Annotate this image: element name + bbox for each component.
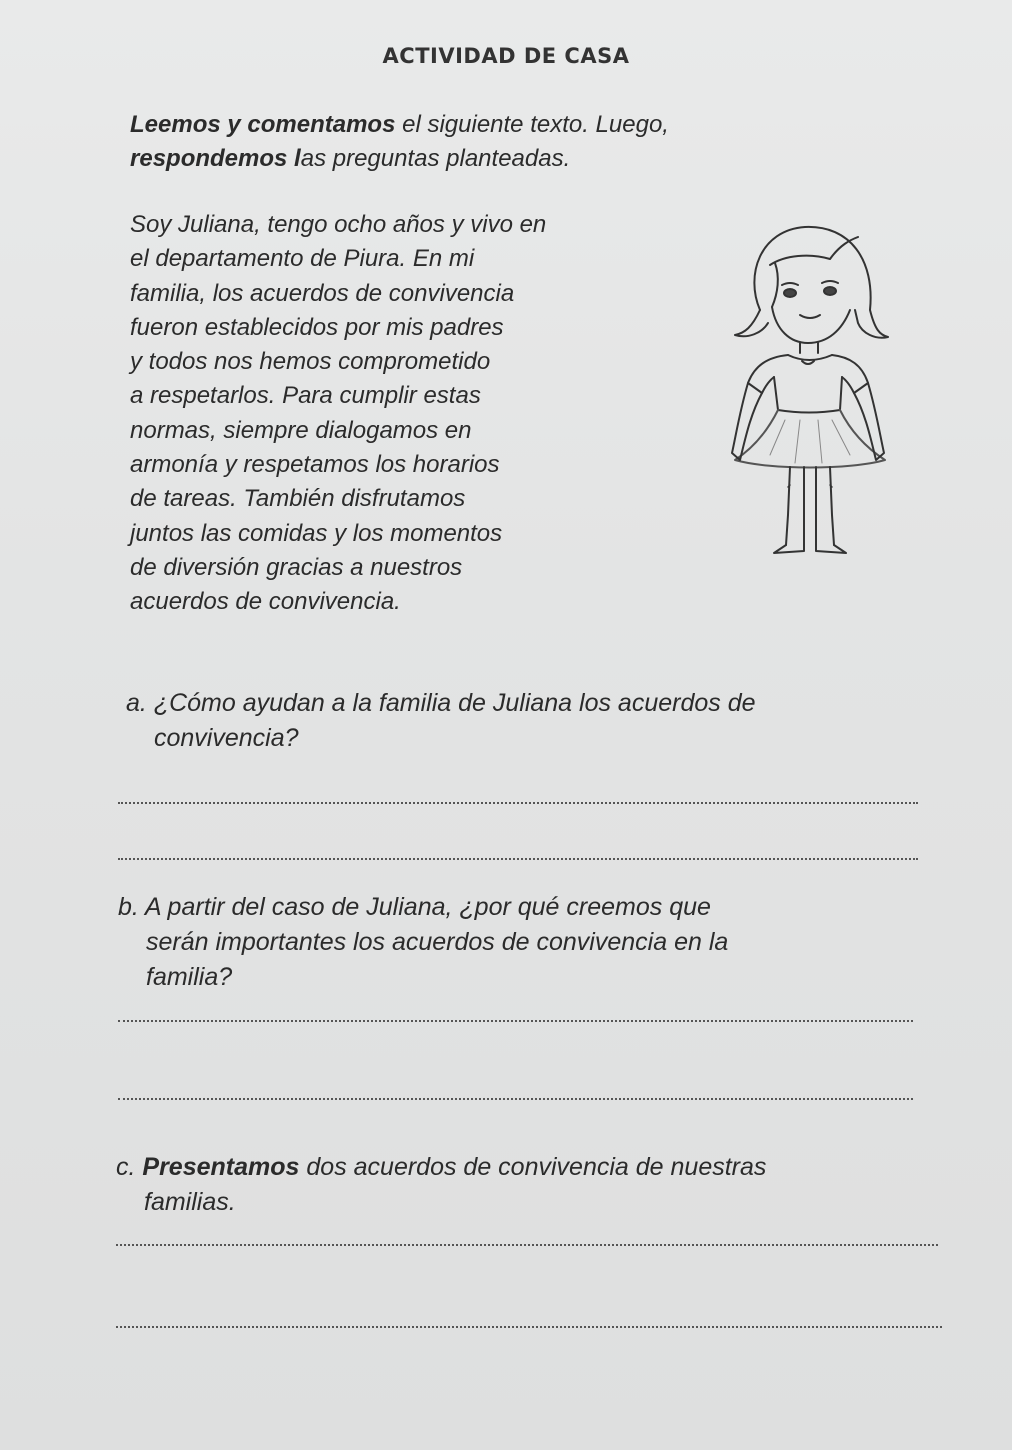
answer-line-a2[interactable] (118, 858, 918, 860)
instructions-bold-2: respondemos l (130, 145, 301, 172)
girl-drawing (690, 215, 925, 565)
answer-line-b1[interactable] (118, 1020, 913, 1022)
question-b-line: b. A partir del caso de Juliana, ¿por qué creemos que (118, 893, 711, 921)
story-line: a respetarlos. Para cumplir estas (130, 382, 481, 410)
question-c-line: familias. (144, 1188, 236, 1216)
question-c-rest: dos acuerdos de convivencia de nuestras (299, 1153, 767, 1181)
story-line: de tareas. También disfrutamos (130, 485, 466, 513)
question-c-prefix: c. (116, 1153, 143, 1181)
story-line: de diversión gracias a nuestros (130, 553, 463, 581)
story-line: acuerdos de convivencia. (130, 588, 401, 616)
instructions (130, 108, 890, 176)
answer-line-c1[interactable] (116, 1244, 938, 1246)
story-line: fueron establecidos por mis padres (130, 313, 504, 341)
story-line: juntos las comidas y los momentos (130, 519, 503, 547)
story-line: armonía y respetamos los horarios (130, 451, 500, 479)
instructions-text-2: as preguntas planteadas. (300, 145, 571, 172)
question-a-line: convivencia? (154, 724, 299, 752)
page-title: ACTIVIDAD DE CASA (382, 44, 630, 68)
question-b-line: familia? (146, 963, 233, 991)
instructions-text-1: el siguiente texto. Luego, (395, 111, 669, 138)
question-b (118, 890, 728, 995)
story-line: familia, los acuerdos de convivencia (130, 279, 515, 307)
answer-line-b2[interactable] (118, 1098, 913, 1100)
story-line: el departamento de Piura. En mi (130, 245, 475, 273)
story-line: y todos nos hemos comprometido (130, 348, 491, 376)
story-line: Soy Juliana, tengo ocho años y vivo en (130, 211, 547, 238)
story-text (130, 208, 670, 620)
story-line: normas, siempre dialogamos en (130, 416, 472, 444)
question-c-line (116, 1150, 766, 1185)
instructions-bold-1: Leemos y comentamos (130, 111, 396, 138)
question-a-line: a. ¿Cómo ayudan a la familia de Juliana los acuerdos de (126, 689, 756, 717)
question-c (116, 1150, 766, 1220)
question-a (126, 686, 756, 756)
question-c-bold: Presentamos (142, 1153, 300, 1181)
answer-line-a1[interactable] (118, 802, 918, 804)
question-b-line: serán importantes los acuerdos de convivencia en la (146, 928, 729, 956)
answer-line-c2[interactable] (116, 1326, 942, 1328)
